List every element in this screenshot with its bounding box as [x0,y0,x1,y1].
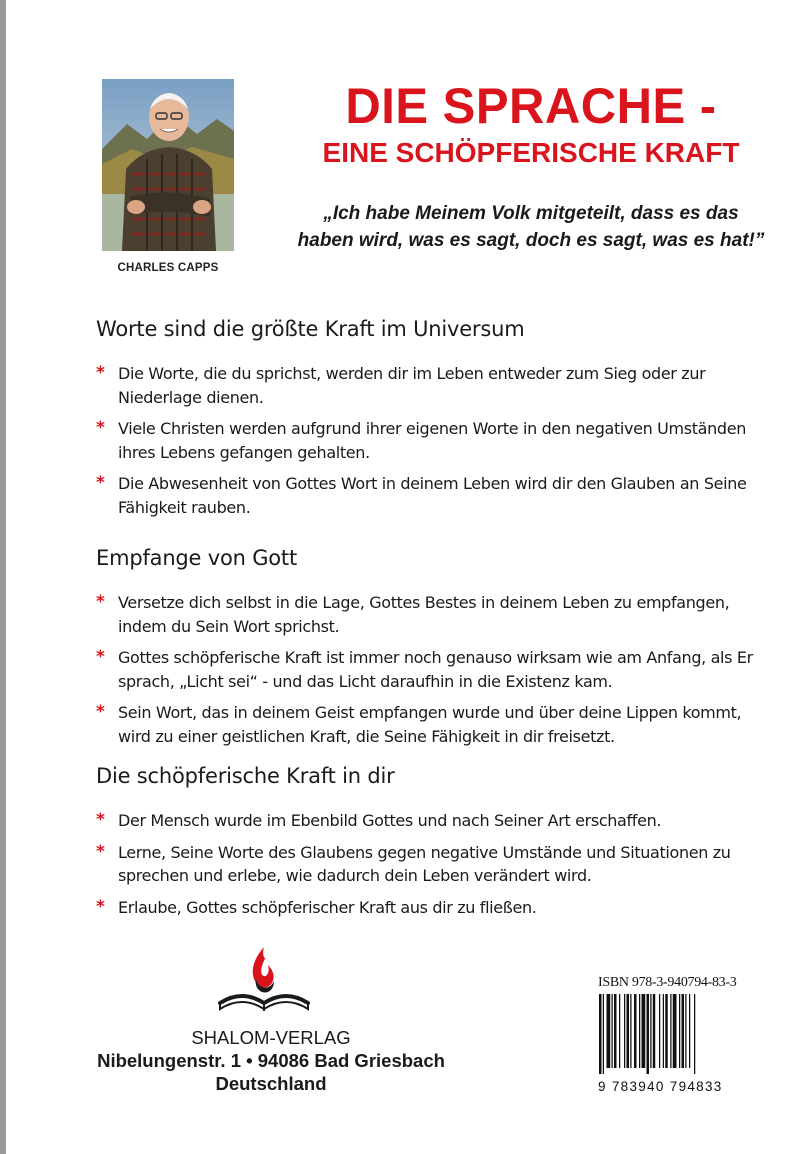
list-item [96,472,756,519]
barcode-bar [607,994,611,1068]
section-heading: Worte sind die größte Kraft im Universum [96,317,525,341]
barcode-bar [682,994,685,1068]
asterisk-bullet-icon: * [96,810,105,830]
section-words-power [96,316,756,527]
barcode-bar [647,994,650,1074]
publisher-name: SHALOM-VERLAG [191,1027,351,1048]
asterisk-bullet-icon: * [96,896,105,917]
barcode-bar [614,994,617,1068]
book-title-line1: DIE SPRACHE - [345,78,717,134]
asterisk-bullet-icon: * [96,841,105,862]
list-item-text: Erlaube, Gottes schöpferischer Kraft aus dir zu fließen. [118,897,537,917]
barcode-bar [634,994,637,1068]
barcode-bar [670,994,671,1068]
list-item-text: Der Mensch wurde im Ebenbild Gottes und nach Seiner Art erschaffen. [118,811,662,830]
publisher-country: Deutschland [215,1073,327,1094]
list-item-text: Viele Christen werden aufgrund ihrer eigenen Worte in den negativen Umständen ihres Lebens gefangen gehalten. [118,419,746,462]
list-item-text: Die Worte, die du sprichst, werden dir im Leben entweder zum Sieg oder zur Niederlage dienen. [118,364,706,407]
section-heading: Empfange von Gott [96,546,298,570]
list-item [96,896,756,920]
list-item [96,841,756,888]
asterisk-bullet-icon: * [96,592,105,612]
asterisk-bullet-icon: * [96,702,105,722]
barcode-bar [653,994,656,1068]
list-item [96,809,756,833]
list-item-text: Sein Wort, das in deinem Geist empfangen wurde und über deine Lippen kommt, wird zu einer geistlichen Kraft, die Seine Fähigkeit in dir freisetzt. [118,703,742,746]
section-heading: Die schöpferische Kraft in dir [96,764,395,788]
book-back-cover [6,0,800,1154]
barcode-bar [650,994,651,1068]
barcode-bar [627,994,630,1068]
publisher-info [66,1026,476,1095]
barcode-bar [630,994,631,1068]
barcode-bar [665,994,668,1068]
asterisk-bullet-icon: * [96,418,105,438]
barcode-icon [598,994,748,1074]
asterisk-bullet-icon: * [96,363,105,383]
book-title [306,76,756,170]
barcode-bar [663,994,664,1068]
section-receive-from-god [96,545,756,756]
barcode-bar [659,994,660,1068]
asterisk-bullet-icon: * [96,647,105,667]
barcode-bar [689,994,690,1068]
barcode-bar [599,994,602,1074]
book-title-line2: EINE SCHÖPFERISCHE KRAFT [322,137,740,168]
list-item [96,646,756,693]
barcode-bar [685,994,686,1068]
isbn-label: ISBN 978-3-940794-83-3 [598,975,737,990]
list-item-text: Lerne, Seine Worte des Glaubens gegen negative Umstände und Situationen zu sprechen und erlebe, wie dadurch dein Leben verändert wird. [118,842,731,885]
barcode-bar [673,994,677,1068]
asterisk-bullet-icon: * [96,473,105,493]
barcode-digits: 9 783940 794833 [598,1079,723,1094]
author-name: CHARLES CAPPS [117,262,219,274]
barcode-bar [603,994,604,1074]
author-photo [102,79,234,251]
list-item-text: Gottes schöpferische Kraft ist immer noch genauso wirksam wie am Anfang, als Er sprach, „Licht sei“ - und das Licht daraufhin in die Existenz kam. [118,648,753,691]
list-item-text: Die Abwesenheit von Gottes Wort in deinem Leben wird dir den Glauben an Seine Fähigkeit rauben. [118,474,747,517]
barcode-bar [642,994,646,1068]
barcode-bar [624,994,625,1068]
bullet-list [96,591,756,748]
publisher-address: Nibelungenstr. 1 • 94086 Bad Griesbach [97,1050,445,1071]
section-creative-power [96,763,756,927]
bullet-list [96,809,756,919]
quote-line1: „Ich habe Meinem Volk mitgeteilt, dass es das [323,203,739,224]
list-item-text: Versetze dich selbst in die Lage, Gottes Bestes in deinem Leben zu empfangen, indem du Sein Wort sprichst. [118,593,730,636]
barcode-bar [679,994,680,1068]
list-item [96,417,756,464]
bullet-list [96,362,756,519]
barcode-bar [619,994,620,1068]
barcode-bar [612,994,613,1068]
list-item [96,701,756,748]
list-item [96,591,756,638]
list-item [96,362,756,409]
publisher-logo-icon [216,945,312,1021]
barcode-bar [694,994,695,1074]
quote-line2: haben wird, was es sagt, doch es sagt, was es hat!” [297,230,765,251]
barcode-bar [639,994,640,1068]
quote [296,200,766,254]
